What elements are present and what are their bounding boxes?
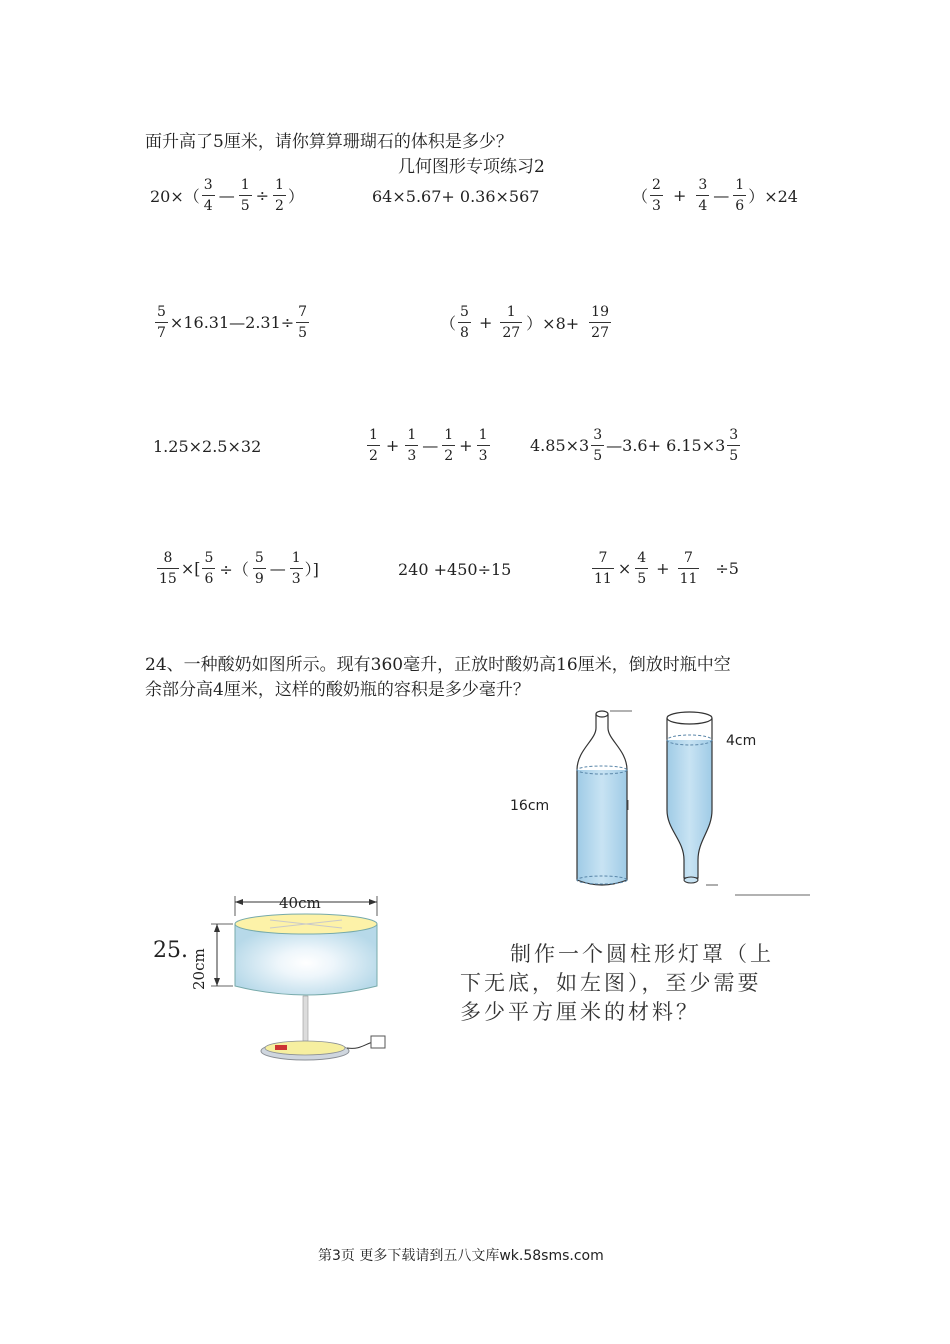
expression-3: （ $\frac{2}{3}$ + $\frac{3}{4}$ — $\frac{1}{6}$ ）×24 [632,177,798,214]
expression-1: 20×（ $\frac{3}{4}$ — $\frac{1}{5}$ ÷ $\frac{1}{2}$ ） [150,177,304,214]
q24-line-1: 24、一种酸奶如图所示。现有360毫升，正放时酸奶高16厘米，倒放时瓶中空 [145,655,731,675]
q25-line-3: 多少平方厘米的材料？ [460,1000,700,1024]
q25-line-2: 下无底，如左图），至少需要 [460,971,762,995]
label-20cm: 20cm [190,948,208,990]
page-footer: 第3页 更多下载请到五八文库wk.58sms.com [318,1248,604,1264]
q24-line-2: 余部分高4厘米，这样的酸奶瓶的容积是多少毫升？ [145,680,530,700]
label-16cm: 16cm [510,798,550,814]
label-4cm: 4cm [726,733,757,749]
section-title: 几何图形专项练习2 [398,157,545,177]
expression-11: $\frac{7}{11}$ × $\frac{4}{5}$ + $\frac{7}{11}$ ÷5 [594,550,739,587]
expression-6: 1.25×2.5×32 [153,437,262,456]
expression-9: $\frac{8}{15}$ ×[ $\frac{5}{6}$ ÷（ $\frac{5}{9}$ — $\frac{1}{3}$ ）] [159,550,319,587]
expression-2: 64×5.67+ 0.36×567 [372,187,540,206]
intro-line: 面升高了5厘米，请你算算珊瑚石的体积是多少？ [145,132,513,152]
expression-10: 240 +450÷15 [398,560,512,579]
upright-bottle [577,711,632,885]
expression-5: （ $\frac{5}{8}$ + $\frac{1}{27}$ ）×8+ $\frac{19}{27}$ [440,304,609,341]
yogurt-bottle-figure [560,700,820,900]
lamp-figure [195,890,405,1075]
q25-number: 25. [153,938,188,963]
expression-7: $\frac{1}{2}$ + $\frac{1}{3}$ — $\frac{1}{2}$ + $\frac{1}{3}$ [369,427,488,464]
q25-line-1: 制作一个圆柱形灯罩（上 [510,942,774,966]
label-40cm: 40cm [279,894,321,912]
expression-4: $\frac{5}{7}$ ×16.31—2.31÷ $\frac{7}{5}$ [157,304,308,341]
expression-8: 4.85×3 $\frac{3}{5}$ —3.6+ 6.15×3 $\frac{3}{5}$ [530,427,739,464]
